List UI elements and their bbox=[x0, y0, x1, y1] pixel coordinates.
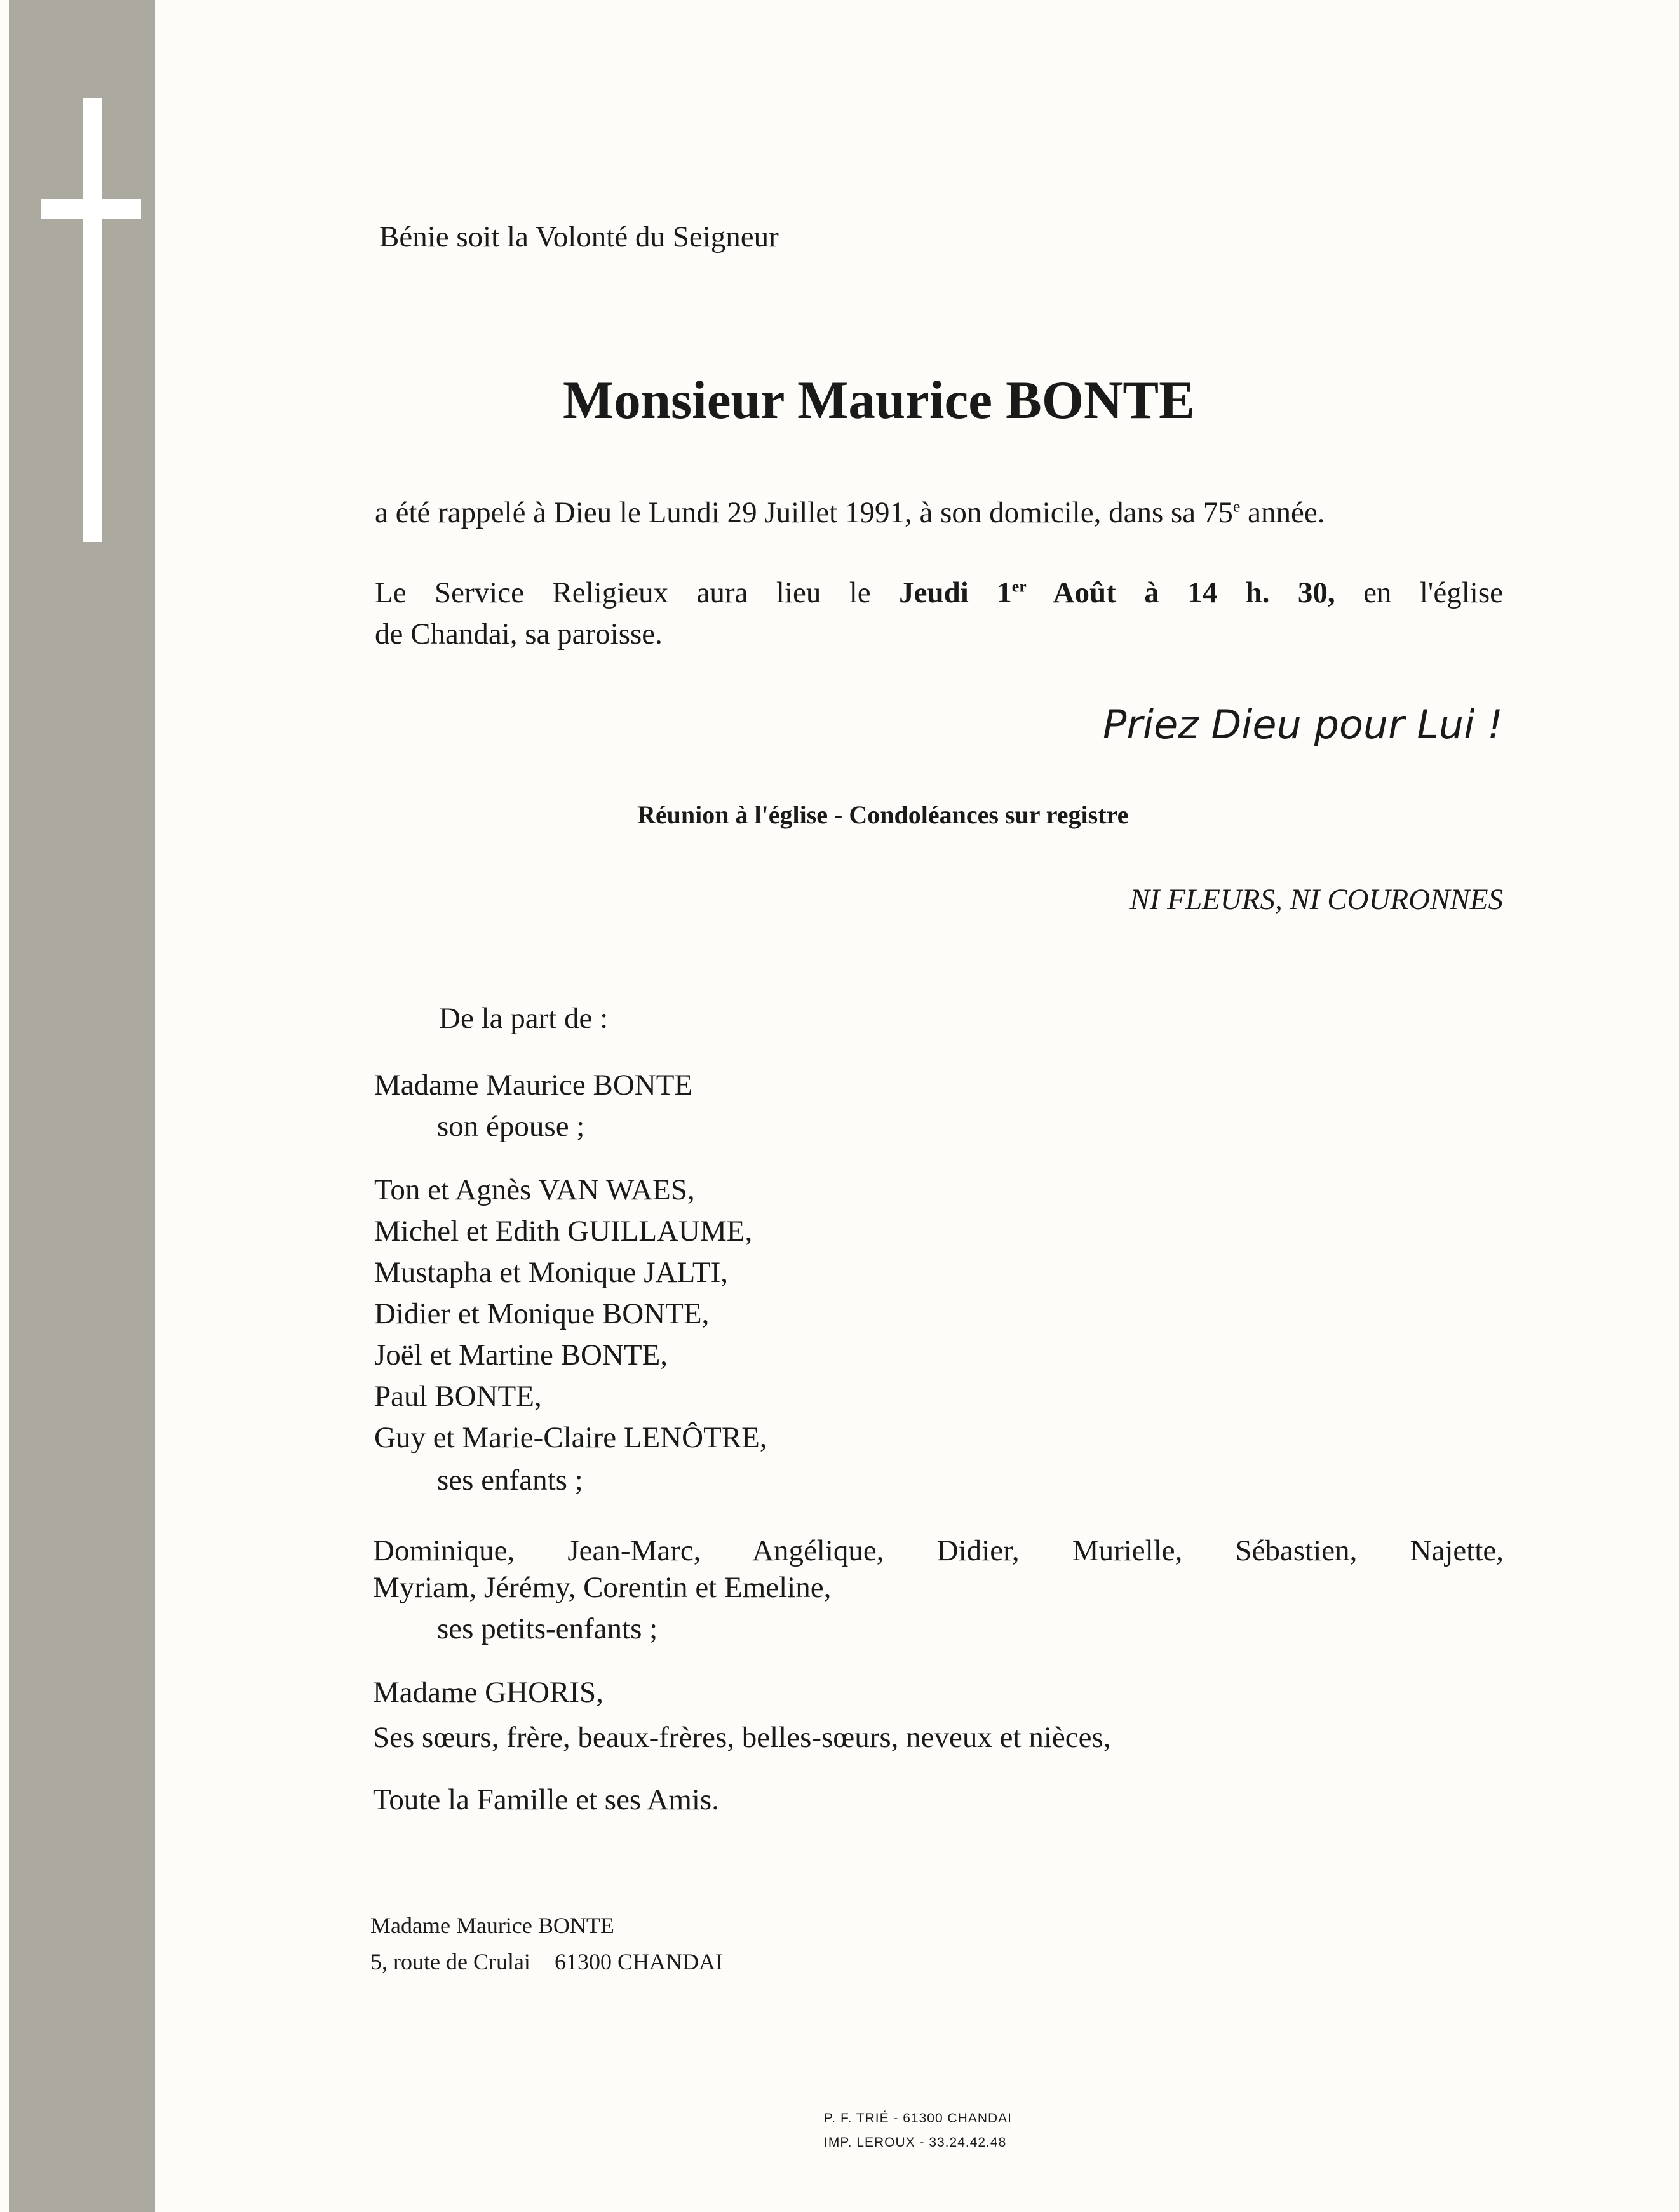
closing-line: Toute la Famille et ses Amis. bbox=[373, 1783, 719, 1816]
address-street: 5, route de Crulai 61300 CHANDAI bbox=[370, 1949, 723, 1974]
grandchildren-line-1: Dominique, Jean-Marc, Angélique, Didier, Murielle, Sébastien, Najette, bbox=[373, 1534, 1504, 1567]
grandchildren-role: ses petits-enfants ; bbox=[437, 1612, 658, 1645]
wife-name: Madame Maurice BONTE bbox=[374, 1069, 693, 1102]
children-role: ses enfants ; bbox=[437, 1464, 583, 1497]
mourning-stripe bbox=[9, 0, 155, 2212]
grandchildren-line-2: Myriam, Jérémy, Corentin et Emeline, bbox=[373, 1571, 832, 1604]
child-name: Michel et Edith GUILLAUME, bbox=[374, 1215, 753, 1248]
imprint-line: P. F. TRIÉ - 61300 CHANDAI bbox=[824, 2111, 1012, 2126]
no-flowers: NI FLEURS, NI COURONNES bbox=[1129, 883, 1503, 916]
child-name: Joël et Martine BONTE, bbox=[374, 1339, 668, 1372]
from-label: De la part de : bbox=[439, 1002, 609, 1035]
service-line-1: Le Service Religieux aura lieu le Jeudi 1er Août à 14 h. 30, en l'église bbox=[375, 576, 1504, 609]
child-name: Mustapha et Monique JALTI, bbox=[374, 1256, 728, 1289]
deceased-name: Monsieur Maurice BONTE bbox=[563, 370, 1195, 430]
child-name: Ton et Agnès VAN WAES, bbox=[374, 1173, 695, 1206]
child-name: Paul BONTE, bbox=[374, 1380, 542, 1413]
address-name: Madame Maurice BONTE bbox=[370, 1913, 614, 1938]
wife-role: son épouse ; bbox=[437, 1110, 585, 1143]
prayer: Priez Dieu pour Lui ! bbox=[1102, 701, 1503, 748]
other-relatives: Ses sœurs, frère, beaux-frères, belles-sœurs, neveux et nièces, bbox=[373, 1721, 1111, 1754]
heading: Bénie soit la Volonté du Seigneur bbox=[379, 220, 779, 253]
meeting-note: Réunion à l'église - Condoléances sur registre bbox=[637, 800, 1129, 829]
service-line-2: de Chandai, sa paroisse. bbox=[375, 617, 663, 651]
child-name: Didier et Monique BONTE, bbox=[374, 1297, 710, 1330]
death-notice: a été rappelé à Dieu le Lundi 29 Juillet 1991, à son domicile, dans sa 75e année. bbox=[375, 496, 1325, 529]
other-relatives: Madame GHORIS, bbox=[373, 1676, 603, 1709]
imprint-line: IMP. LEROUX - 33.24.42.48 bbox=[824, 2135, 1007, 2150]
child-name: Guy et Marie-Claire LENÔTRE, bbox=[374, 1421, 767, 1454]
